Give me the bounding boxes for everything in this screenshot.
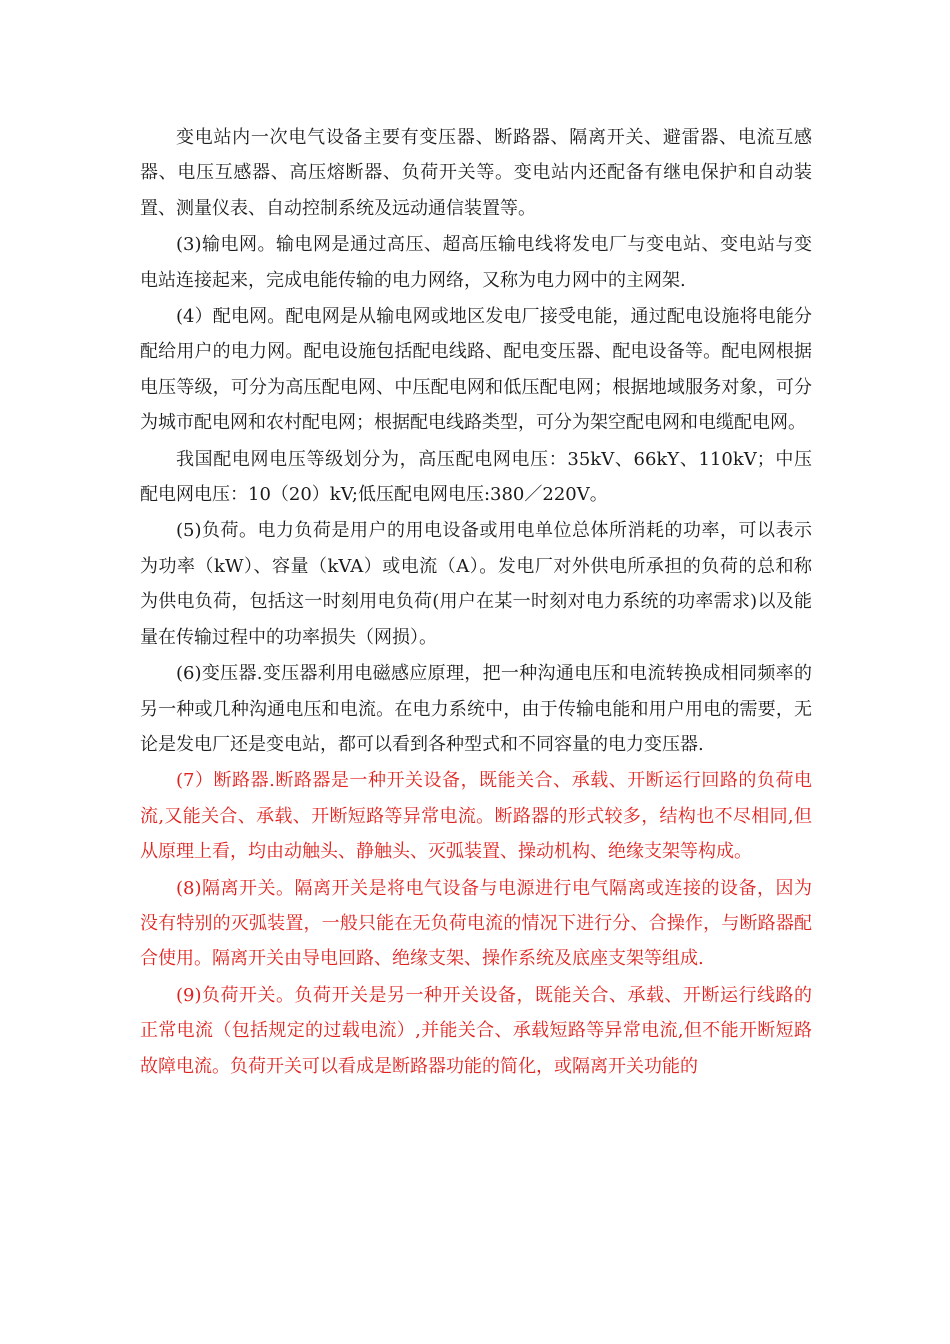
paragraph-distribution-network: (4）配电网。配电网是从输电网或地区发电厂接受电能，通过配电设施将电能分配给用户的电力网。配电设施包括配电线路、配电变压器、配电设备等。配电网根据电压等级，可分为高压配电网、中压配电网和低压配电网；根据地域服务对象，可分为城市配电网和农村配电网；根据配电线路类型，可分为架空配电网和电缆配电网。 <box>140 306 812 434</box>
paragraph-transmission-network: (3)输电网。输电网是通过高压、超高压输电线将发电厂与变电站、变电站与变电站连接起来，完成电能传输的电力网络，又称为电力网中的主网架. <box>140 234 812 291</box>
paragraph-substation-equipment: 变电站内一次电气设备主要有变压器、断路器、隔离开关、避雷器、电流互感器、电压互感器、高压熔断器、负荷开关等。变电站内还配备有继电保护和自动装置、测量仪表、自动控制系统及远动通信装置等。 <box>140 127 812 219</box>
paragraph-disconnect-switch: (8)隔离开关。隔离开关是将电气设备与电源进行电气隔离或连接的设备，因为没有特别的灭弧装置，一般只能在无负荷电流的情况下进行分、合操作，与断路器配合使用。隔离开关由导电回路、绝缘支架、操作系统及底座支架等组成. <box>140 877 812 970</box>
paragraph-load: (5)负荷。电力负荷是用户的用电设备或用电单位总体所消耗的功率，可以表示为功率（kW）、容量（kVA）或电流（A）。发电厂对外供电所承担的负荷的总和称为供电负荷，包括这一时刻用电负荷(用户在某一时刻对电力系统的功率需求)以及能量在传输过程中的功率损失（网损）。 <box>140 520 812 648</box>
paragraph-transformer: (6)变压器.变压器利用电磁感应原理，把一种沟通电压和电流转换成相同频率的另一种或几种沟通电压和电流。在电力系统中，由于传输电能和用户用电的需要，无论是发电厂还是变电站，都可以看到各种型式和不同容量的电力变压器. <box>140 663 812 755</box>
paragraph-circuit-breaker: (7）断路器.断路器是一种开关设备，既能关合、承载、开断运行回路的负荷电流,又能关合、承载、开断短路等异常电流。断路器的形式较多，结构也不尽相同,但从原理上看，均由动触头、静触头、灭弧装置、操动机构、绝缘支架等构成。 <box>140 770 812 863</box>
document-page <box>140 120 812 1085</box>
paragraph-voltage-levels: 我国配电网电压等级划分为，高压配电网电压：35kV、66kY、110kV；中压配电网电压：10（20）kV;低压配电网电压:380／220V。 <box>140 448 812 506</box>
paragraph-load-switch: (9)负荷开关。负荷开关是另一种开关设备，既能关合、承载、开断运行线路的正常电流（包括规定的过载电流）,并能关合、承载短路等异常电流,但不能开断短路故障电流。负荷开关可以看成是断路器功能的简化，或隔离开关功能的 <box>140 984 812 1077</box>
